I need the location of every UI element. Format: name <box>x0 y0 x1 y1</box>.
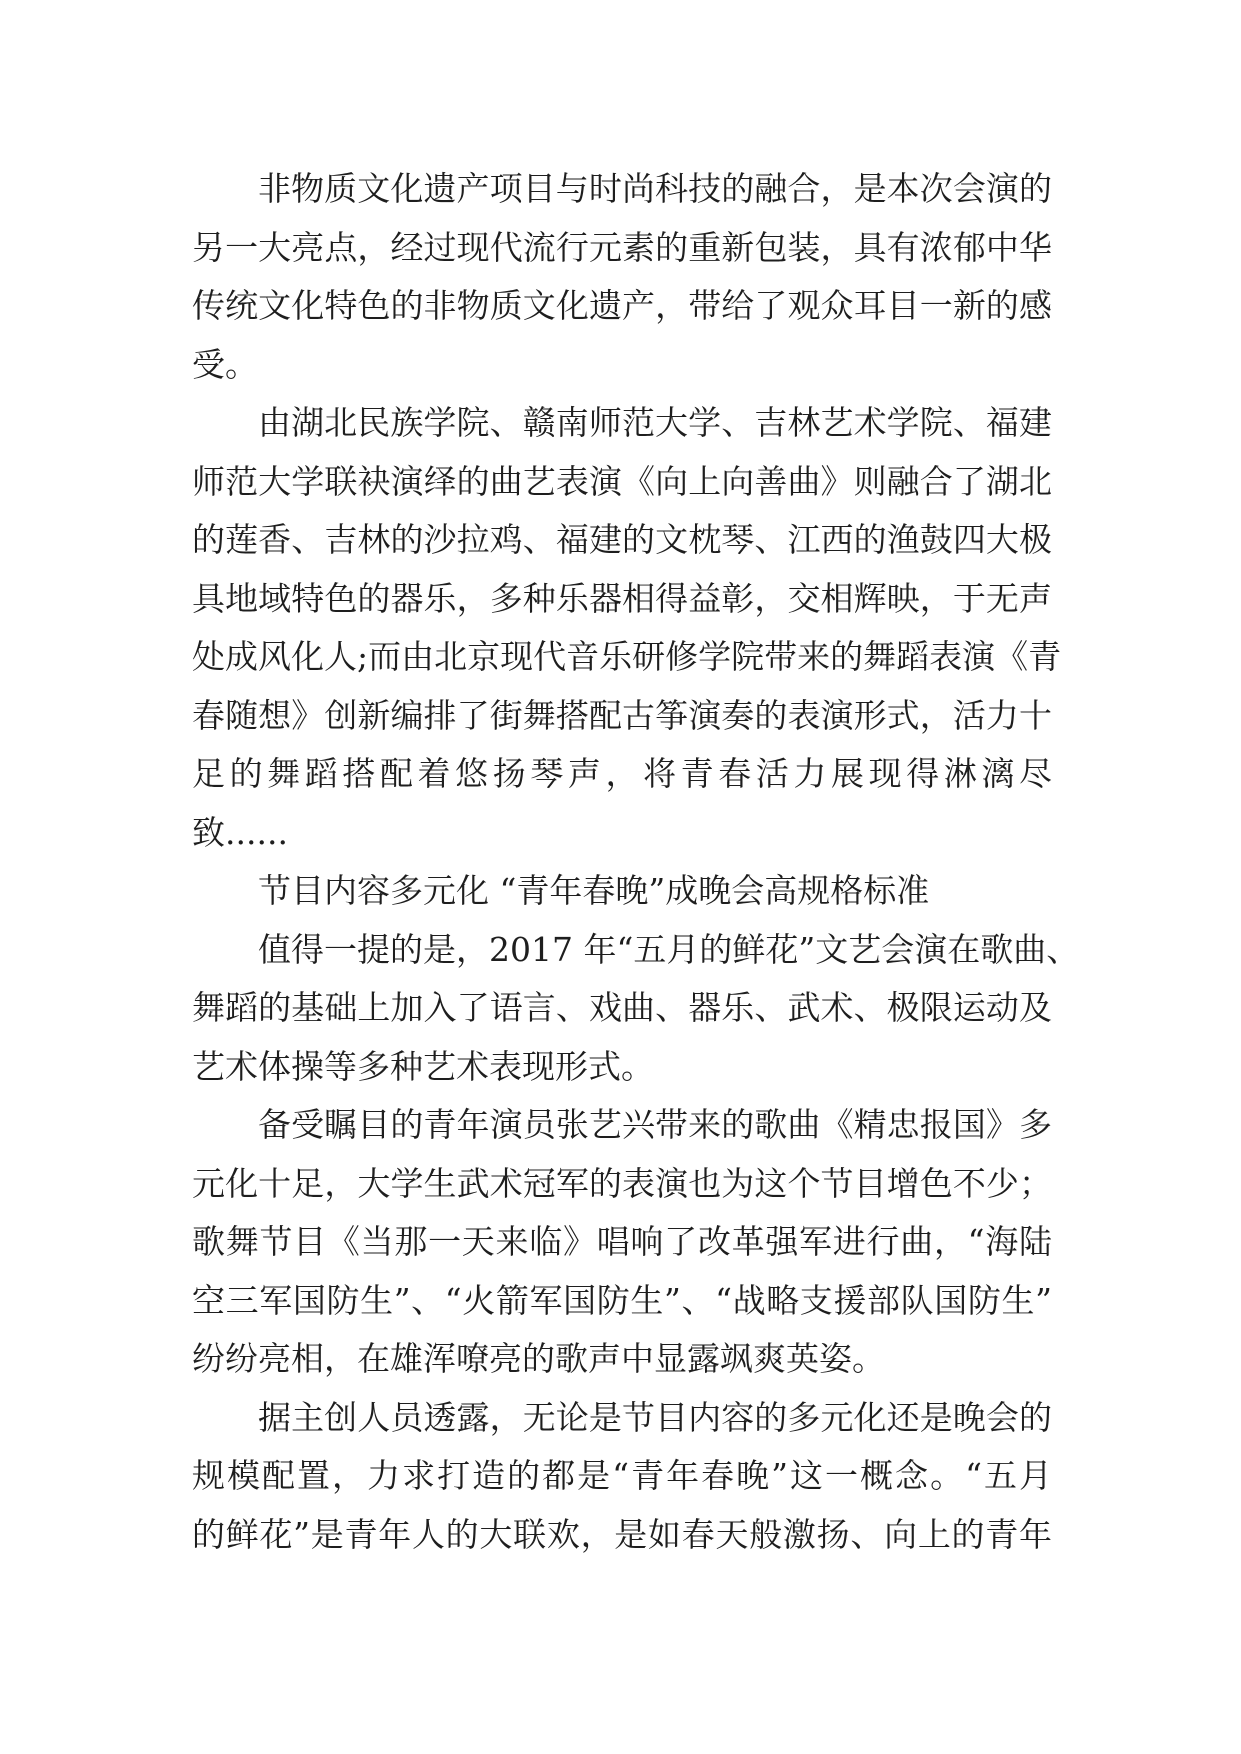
paragraph <box>192 1096 1052 1389</box>
text-line: 规模配置，力求打造的都是“青年春晚”这一概念。“五月 <box>192 1456 1052 1495</box>
text-line: 空三军国防生”、“火箭军国防生”、“战略支援部队国防生” <box>192 1280 1052 1320</box>
section-heading <box>192 862 1052 921</box>
text-line: 舞蹈的基础上加入了语言、戏曲、器乐、武术、极限运动及 <box>192 988 1052 1027</box>
text-line: 的莲香、吉林的沙拉鸡、福建的文枕琴、江西的渔鼓四大极 <box>192 520 1052 559</box>
article-body <box>192 160 1080 1564</box>
text-line: 艺术体操等多种艺术表现形式。 <box>192 1046 654 1086</box>
text-line: 纷纷亮相，在雄浑嘹亮的歌声中显露飒爽英姿。 <box>192 1339 885 1378</box>
text-line: 春随想》创新编排了街舞搭配古筝演奏的表演形式，活力十 <box>192 695 1052 735</box>
text-line: 另一大亮点，经过现代流行元素的重新包装，具有浓郁中华 <box>192 227 1052 267</box>
text-line: 足的舞蹈搭配着悠扬琴声，将青春活力展现得淋漓尽 <box>192 754 1052 793</box>
text-line: 师范大学联袂演绎的曲艺表演《向上向善曲》则融合了湖北 <box>192 461 1052 501</box>
heading-line: 节目内容多元化 “青年春晚”成晚会高规格标准 <box>258 871 930 910</box>
paragraph <box>192 1389 1052 1565</box>
text-line: 受。 <box>192 344 258 384</box>
text-line: 歌舞节目《当那一天来临》唱响了改革强军进行曲，“海陆 <box>192 1222 1052 1261</box>
text-line: 具地域特色的器乐，多种乐器相得益彰，交相辉映，于无声 <box>192 578 1052 618</box>
text-line: 的鲜花”是青年人的大联欢，是如春天般激扬、向上的青年 <box>192 1514 1052 1554</box>
text-line: 备受瞩目的青年演员张艺兴带来的歌曲《精忠报国》多 <box>258 1105 1052 1144</box>
text-line: 元化十足，大学生武术冠军的表演也为这个节目增色不少； <box>192 1163 1052 1203</box>
paragraph <box>192 160 1052 394</box>
text-line: 据主创人员透露，无论是节目内容的多元化还是晚会的 <box>258 1397 1052 1437</box>
text-line: 值得一提的是，2017 年“五月的鲜花”文艺会演在歌曲、 <box>258 929 1080 969</box>
text-line: 由湖北民族学院、赣南师范大学、吉林艺术学院、福建 <box>258 403 1052 442</box>
text-line: 处成风化人;而由北京现代音乐研修学院带来的舞蹈表演《青 <box>192 637 1062 676</box>
text-line: 非物质文化遗产项目与时尚科技的融合，是本次会演的 <box>258 169 1052 208</box>
paragraph <box>192 394 1062 862</box>
text-line: 致...... <box>192 812 288 852</box>
paragraph <box>192 921 1080 1097</box>
text-line: 传统文化特色的非物质文化遗产，带给了观众耳目一新的感 <box>192 286 1052 325</box>
